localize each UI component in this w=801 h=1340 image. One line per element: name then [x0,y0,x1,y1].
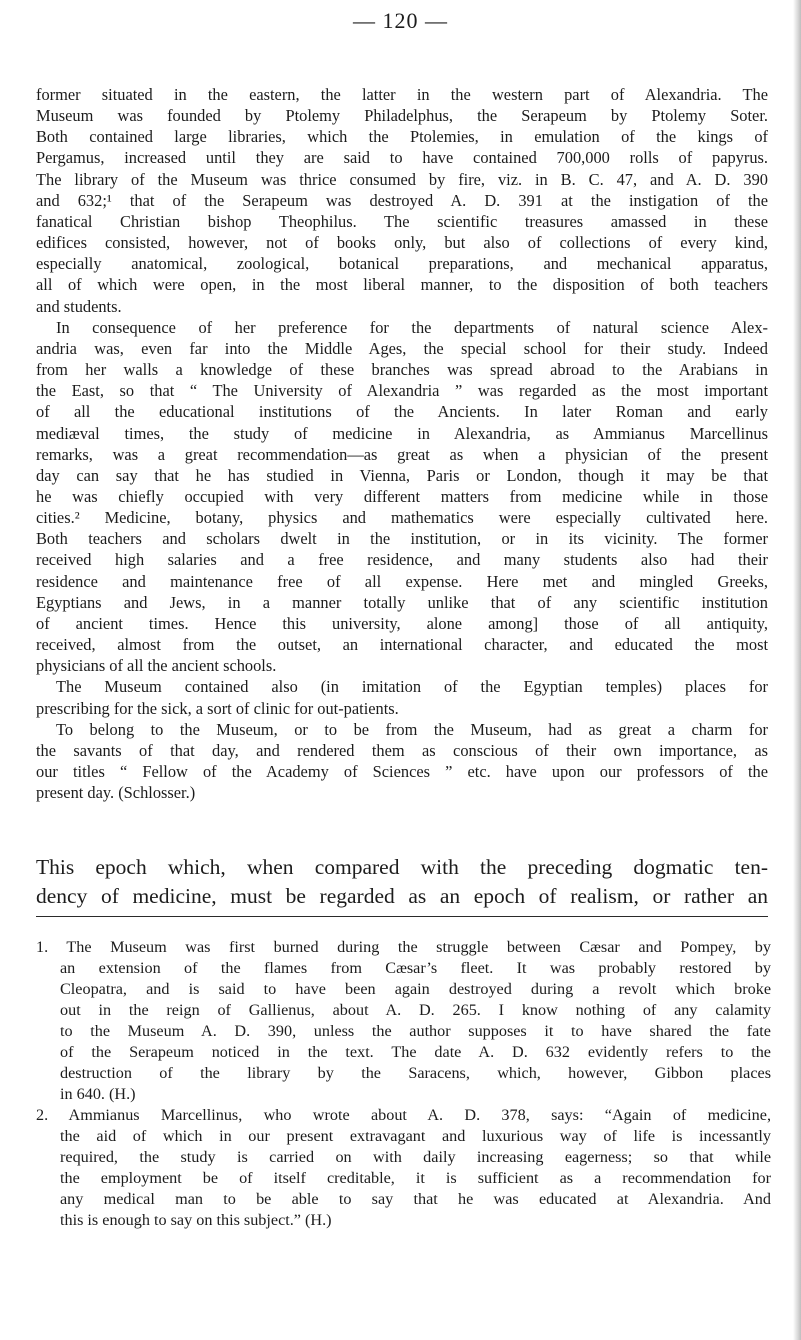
text-line: Egyptians and Jews, in a manner totally unlike that of any scientific institution [36,592,768,612]
text-line: he was chiefly occupied with very different matters from medicine while in those [36,486,768,506]
text-line: The Museum contained also (in imitation of the Egyptian temples) places for [56,677,768,697]
footnote-divider [36,916,768,917]
footnotes [36,937,771,1231]
text-line: andria was, even far into the Middle Ages, the special school for their study. Indeed [36,338,768,358]
text-line: This epoch which, when compared with the preceding dogmatic ten- [36,855,768,879]
text-line: In consequence of her preference for the departments of natural science Alex- [56,317,768,337]
footnote-line: this is enough to say on this subject.” (H.) [60,1211,332,1229]
footnote-line: out in the reign of Gallienus, about A. D. 265. I know nothing of any calamity [60,1001,771,1019]
page-edge-shadow [793,0,801,1340]
text-line: Both contained large libraries, which the Ptolemies, in emulation of the kings of [36,127,768,147]
text-line: of all the educational institutions of the Ancients. In later Roman and early [36,402,768,422]
footnote-line: 2. Ammianus Marcellinus, who wrote about A. D. 378, says: “Again of medicine, [36,1106,771,1124]
footnote-line: destruction of the library by the Saracens, which, however, Gibbon places [60,1064,771,1082]
page-number: — 120 — [353,8,448,33]
footnote-line: the employment be of itself creditable, it is sufficient as a recommendation for [60,1169,771,1187]
text-line: remarks, was a great recommendation—as great as when a physician of the present [36,444,768,464]
text-line: received, almost from the outset, an international character, and educated the most [36,635,768,655]
text-line: Pergamus, increased until they are said to have contained 700,000 rolls of papyrus. [36,148,768,168]
footnote-line: 1. The Museum was first burned during the struggle between Cæsar and Pompey, by [36,938,771,956]
text-line: from her walls a knowledge of these branches was spread abroad to the Arabians in [36,360,768,380]
footnote-line: in 640. (H.) [60,1085,136,1103]
text-line: and 632;¹ that of the Serapeum was destroyed A. D. 391 at the instigation of the [36,190,768,210]
main-text [36,84,768,803]
text-line: received high salaries and a free residence, and many students also had their [36,550,768,570]
footnote-line: Cleopatra, and is said to have been again destroyed during a revolt which broke [60,980,771,998]
footnote-line: of the Serapeum noticed in the text. The date A. D. 632 evidently refers to the [60,1043,771,1061]
text-line: prescribing for the sick, a sort of clinic for out-patients. [36,698,399,718]
footnote-line: to the Museum A. D. 390, unless the author supposes it to have shared the fate [60,1022,771,1040]
text-line: residence and maintenance free of all expense. Here met and mingled Greeks, [36,571,768,591]
text-line: the savants of that day, and rendered them as conscious of their own importance, as [36,740,768,760]
text-line: and students. [36,296,122,316]
text-line: Both teachers and scholars dwelt in the institution, or in its vicinity. The former [36,529,768,549]
text-line: day can say that he has studied in Vienna, Paris or London, though it may be that [36,465,768,485]
text-line: mediæval times, the study of medicine in Alexandria, as Ammianus Marcellinus [36,423,768,443]
footnote-line: any medical man to be able to say that he was educated at Alexandria. And [60,1190,771,1208]
large-type-paragraph [36,853,768,911]
text-line: all of which were open, in the most liberal manner, to the disposition of both teachers [36,275,768,295]
text-line: physicians of all the ancient schools. [36,656,277,676]
text-line: The library of the Museum was thrice consumed by fire, viz. in B. C. 47, and A. D. 390 [36,169,768,189]
footnote-line: the aid of which in our present extravagant and luxurious way of life is incessantly [60,1127,771,1145]
text-line: cities.² Medicine, botany, physics and mathematics were especially cultivated here. [36,508,768,528]
text-line: especially anatomical, zoological, botanical preparations, and mechanical apparatus, [36,254,768,274]
text-line: edifices consisted, however, not of books only, but also of collections of every kind, [36,233,768,253]
text-line: our titles “ Fellow of the Academy of Sciences ” etc. have upon our professors of the [36,762,768,781]
text-line: dency of medicine, must be regarded as an epoch of realism, or rather an [36,884,768,908]
text-line: present day. (Schlosser.) [36,783,196,803]
text-line: the East, so that “ The University of Alexandria ” was regarded as the most important [36,381,768,401]
text-line: fanatical Christian bishop Theophilus. The scientific treasures amassed in these [36,211,768,231]
footnote-line: an extension of the flames from Cæsar’s fleet. It was probably restored by [60,959,771,977]
text-line: former situated in the eastern, the latter in the western part of Alexandria. The [36,85,768,104]
footnote-line: required, the study is carried on with daily increasing eagerness; so that while [60,1148,771,1166]
text-line: of ancient times. Hence this university, alone among] those of all antiquity, [36,613,768,633]
text-line: Museum was founded by Ptolemy Philadelphus, the Serapeum by Ptolemy Soter. [36,106,768,126]
text-line: To belong to the Museum, or to be from the Museum, had as great a charm for [56,719,768,739]
